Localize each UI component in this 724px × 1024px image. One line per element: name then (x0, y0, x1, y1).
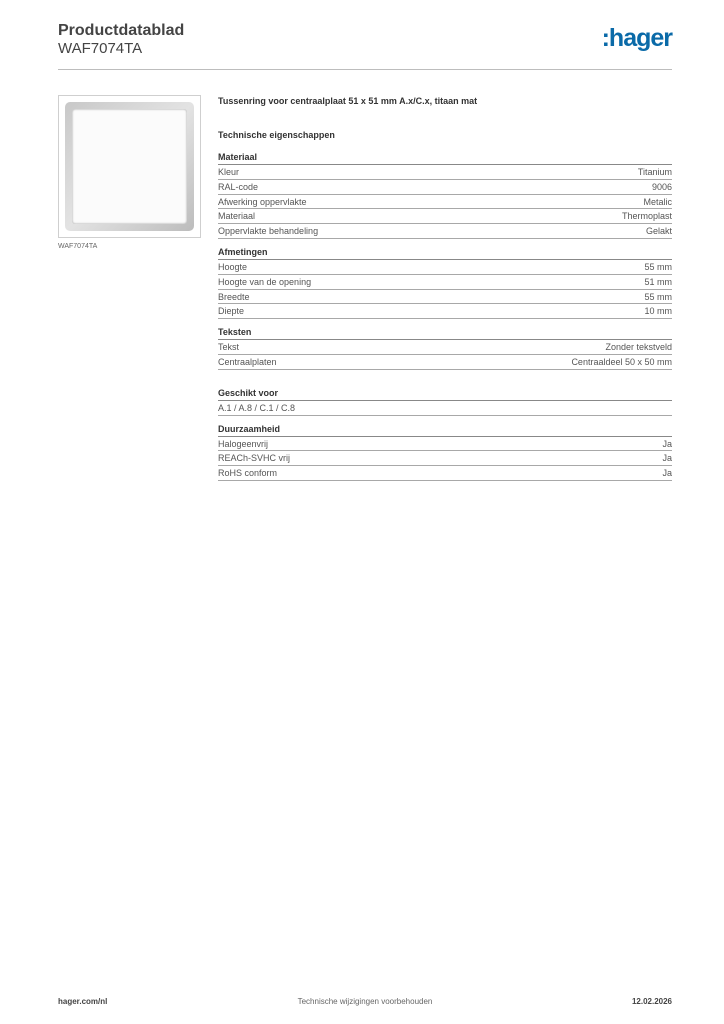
spec-label: Hoogte van de opening (218, 276, 312, 287)
spec-row (218, 165, 672, 180)
spec-label: Tekst (218, 342, 240, 353)
hager-logo: :hager (601, 24, 672, 52)
document-title: Productdatablad (58, 22, 185, 39)
spec-label: Oppervlakte behandeling (218, 226, 319, 237)
document-date: 12.02.2026 (631, 997, 672, 1006)
product-image (58, 95, 201, 238)
spec-label: Diepte (218, 306, 245, 317)
spec-label: Kleur (218, 167, 240, 177)
section-title: Teksten (218, 327, 672, 340)
spec-value: 9006 (651, 181, 672, 192)
spec-row (218, 355, 672, 370)
section-title: Geschikt voor (218, 388, 672, 401)
section-materiaal (218, 152, 672, 239)
product-code: WAF7074TA (58, 40, 143, 57)
spec-label: REACh-SVHC vrij (218, 453, 291, 464)
spec-row (218, 290, 672, 305)
page-header (58, 22, 672, 70)
spec-value: 55 mm (644, 261, 672, 272)
spec-value: Thermoplast (621, 211, 672, 222)
section-title: Duurzaamheid (218, 424, 672, 437)
spec-row (218, 209, 672, 224)
spec-value: 55 mm (644, 291, 672, 302)
spec-label: Materiaal (218, 211, 256, 222)
spec-label: RoHS conform (218, 468, 278, 479)
website-link[interactable]: hager.com/nl (58, 997, 108, 1006)
spec-value: 10 mm (644, 306, 672, 317)
spec-content (218, 96, 672, 481)
spec-value: Ja (662, 468, 672, 479)
spec-row (218, 224, 672, 239)
ring-frame (65, 102, 194, 231)
spec-row (218, 180, 672, 195)
spec-row (218, 466, 672, 481)
spec-row (218, 340, 672, 355)
section-geschikt-voor (218, 388, 672, 416)
spec-label: Afwerking oppervlakte (218, 196, 307, 207)
spec-row (218, 260, 672, 275)
ring-opening (72, 109, 187, 224)
spec-row (218, 451, 672, 466)
technical-properties-heading: Technische eigenschappen (218, 130, 335, 140)
spec-label: Hoogte (218, 261, 248, 272)
section-teksten (218, 327, 672, 370)
section-afmetingen (218, 247, 672, 319)
spec-label: Breedte (218, 291, 250, 302)
spec-value: Gelakt (645, 226, 672, 237)
section-title: Materiaal (218, 152, 672, 165)
section-duurzaamheid (218, 424, 672, 481)
spec-label: A.1 / A.8 / C.1 / C.8 (218, 402, 296, 413)
spec-value: Ja (662, 453, 672, 464)
spec-label: Centraalplaten (218, 356, 277, 367)
section-title: Afmetingen (218, 247, 672, 260)
spec-row (218, 195, 672, 210)
spec-value: Zonder tekstveld (605, 342, 672, 353)
spec-value: Centraaldeel 50 x 50 mm (571, 356, 672, 367)
spec-row (218, 275, 672, 290)
spec-row (218, 304, 672, 319)
spec-label: Halogeenvrij (218, 438, 269, 449)
image-caption: WAF7074TA (58, 243, 98, 250)
spec-value: Metalic (643, 196, 672, 207)
spec-label: RAL-code (218, 181, 259, 192)
spec-row (218, 437, 672, 452)
spec-value: 51 mm (644, 276, 672, 287)
spec-row (218, 401, 672, 416)
spec-value: Ja (662, 438, 672, 449)
product-description: Tussenring voor centraalplaat 51 x 51 mm A.x/C.x, titaan mat (218, 96, 478, 106)
disclaimer: Technische wijzigingen voorbehouden (297, 997, 433, 1006)
spec-value: Titanium (637, 167, 672, 177)
